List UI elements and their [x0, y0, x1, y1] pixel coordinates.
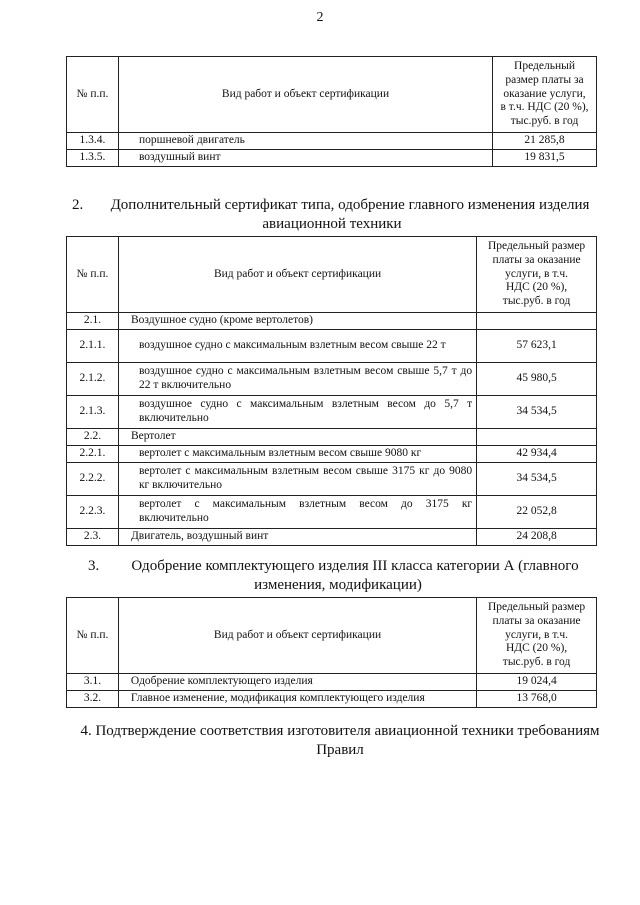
- fee-table-3: [66, 597, 597, 708]
- row-price: 13 768,0: [477, 691, 597, 708]
- table-row: [67, 529, 597, 546]
- row-work: воздушный винт: [118, 150, 492, 167]
- row-work: Двигатель, воздушный винт: [118, 529, 476, 546]
- row-work: вертолет с максимальным взлетным весом до 3175 кг включительно: [118, 496, 476, 529]
- table-row: [67, 396, 597, 429]
- column-header-price: Предельный размер платы за оказание услуги, в т.ч. НДС (20 %), тыс.руб. в год: [477, 237, 597, 313]
- row-number: 2.2.3.: [67, 496, 119, 529]
- section-3-title-line1: Одобрение комплектующего изделия III класса категории А (главного: [131, 558, 579, 574]
- section-2-number: 2.: [72, 197, 84, 213]
- row-price: 24 208,8: [477, 529, 597, 546]
- table-header-row: [67, 598, 597, 674]
- row-work: Вертолет: [118, 429, 476, 446]
- row-work: вертолет с максимальным взлетным весом свыше 3175 кг до 9080 кг включительно: [118, 463, 476, 496]
- section-4-heading: [60, 722, 620, 760]
- row-work: поршневой двигатель: [118, 133, 492, 150]
- column-header-num: № п.п.: [67, 57, 119, 133]
- row-number: 1.3.4.: [67, 133, 119, 150]
- section-2-title-line2: авиационной техники: [262, 215, 402, 232]
- column-header-work: Вид работ и объект сертификации: [118, 598, 476, 674]
- column-header-num: № п.п.: [67, 598, 119, 674]
- table-header-row: [67, 57, 597, 133]
- table-row: [67, 446, 597, 463]
- table-row: [67, 463, 597, 496]
- row-number: 2.2.: [67, 429, 119, 446]
- row-price: 57 623,1: [477, 330, 597, 363]
- section-4-title-line1: 4. Подтверждение соответствия изготовителя авиационной техники требованиям: [80, 723, 600, 739]
- row-number: 2.1.: [67, 313, 119, 330]
- section-3-title-line2: изменения, модификации): [254, 576, 422, 593]
- table-row: [67, 363, 597, 396]
- column-header-price: Предельный размер платы за оказание услуги, в т.ч. НДС (20 %), тыс.руб. в год: [477, 598, 597, 674]
- row-number: 2.1.2.: [67, 363, 119, 396]
- row-price: 19 024,4: [477, 674, 597, 691]
- row-number: 2.1.1.: [67, 330, 119, 363]
- row-number: 2.2.2.: [67, 463, 119, 496]
- row-price: 34 534,5: [477, 463, 597, 496]
- row-price: 22 052,8: [477, 496, 597, 529]
- row-number: 3.2.: [67, 691, 119, 708]
- row-price: 34 534,5: [477, 396, 597, 429]
- row-number: 3.1.: [67, 674, 119, 691]
- row-work: воздушное судно с максимальным взлетным весом свыше 5,7 т до 22 т включительно: [118, 363, 476, 396]
- table-header-row: [67, 237, 597, 313]
- section-3-number: 3.: [88, 558, 100, 574]
- table-row: [67, 691, 597, 708]
- section-2-heading: [72, 196, 592, 234]
- row-price: [477, 313, 597, 330]
- row-price: 19 831,5: [493, 150, 597, 167]
- column-header-work: Вид работ и объект сертификации: [118, 57, 492, 133]
- row-work: Главное изменение, модификация комплектующего изделия: [118, 691, 476, 708]
- fee-table-2: [66, 236, 597, 546]
- row-work: вертолет с максимальным взлетным весом свыше 9080 кг: [118, 446, 476, 463]
- table-row: [67, 313, 597, 330]
- table-row: [67, 150, 597, 167]
- row-price: 42 934,4: [477, 446, 597, 463]
- fee-table-1: [66, 56, 597, 167]
- section-3-heading: [88, 557, 588, 595]
- row-price: 21 285,8: [493, 133, 597, 150]
- column-header-num: № п.п.: [67, 237, 119, 313]
- row-number: 2.1.3.: [67, 396, 119, 429]
- page-number: 2: [316, 10, 324, 25]
- row-work: Воздушное судно (кроме вертолетов): [118, 313, 476, 330]
- row-work: воздушное судно с максимальным взлетным весом до 5,7 т включительно: [118, 396, 476, 429]
- section-2-title-line1: Дополнительный сертификат типа, одобрение главного изменения изделия: [110, 197, 590, 213]
- table-row: [67, 674, 597, 691]
- row-number: 2.2.1.: [67, 446, 119, 463]
- row-number: 1.3.5.: [67, 150, 119, 167]
- column-header-price: Предельный размер платы за оказание услуги, в т.ч. НДС (20 %), тыс.руб. в год: [493, 57, 597, 133]
- column-header-work: Вид работ и объект сертификации: [118, 237, 476, 313]
- row-price: 45 980,5: [477, 363, 597, 396]
- table-row: [67, 429, 597, 446]
- table-row: [67, 496, 597, 529]
- table-row: [67, 330, 597, 363]
- row-number: 2.3.: [67, 529, 119, 546]
- row-work: Одобрение комплектующего изделия: [118, 674, 476, 691]
- row-price: [477, 429, 597, 446]
- section-4-title-line2: Правил: [316, 741, 364, 758]
- table-row: [67, 133, 597, 150]
- row-work: воздушное судно с максимальным взлетным весом свыше 22 т: [118, 330, 476, 363]
